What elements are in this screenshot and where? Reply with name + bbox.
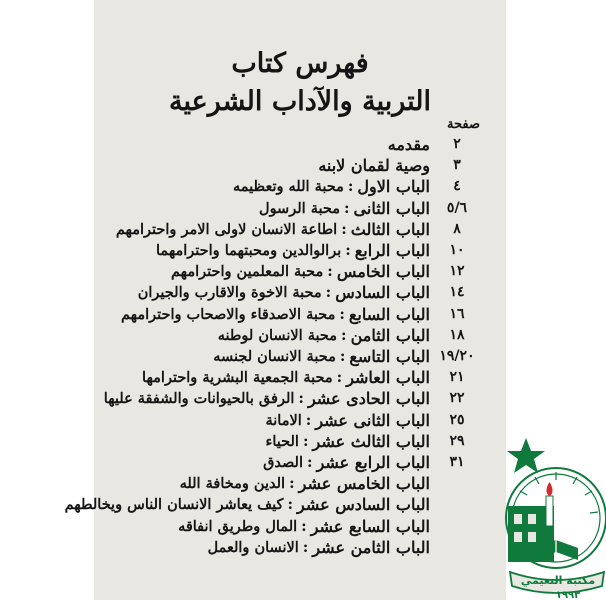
toc-topic: الرفق بالحيوانات والشفقة عليها [103, 390, 295, 408]
toc-separator: : [345, 241, 351, 259]
toc-chapter: الباب الخامس [336, 262, 430, 282]
toc-separator: : [339, 304, 345, 323]
toc-page-number: ١٦ [449, 305, 465, 322]
toc-topic: محبة الله وتعظيمه [233, 178, 344, 196]
toc-topic: محبة الرسول [259, 199, 340, 217]
toc-page-number: ١٢ [449, 263, 465, 280]
toc-topic: المال وطريق انفاقه [178, 517, 298, 535]
toc-row [94, 325, 506, 346]
toc-separator: : [327, 262, 333, 281]
toc-row [94, 198, 506, 219]
toc-topic: محبة المعلمين واحترامهم [171, 263, 324, 281]
toc-page-number: ٢١ [449, 369, 465, 386]
toc-topic: كيف يعاشر الانسان الناس ويخالطهم [64, 496, 284, 514]
book-title: التربية والآداب الشرعية [168, 86, 432, 117]
toc-separator: : [287, 495, 293, 514]
toc-row [94, 282, 506, 303]
toc-row [94, 261, 506, 282]
toc-page-number: ٥/٦ [446, 199, 468, 216]
toc-chapter: الباب الثامن عشر [312, 537, 430, 557]
toc-row [94, 388, 506, 409]
toc-chapter: الباب الثانى [353, 198, 430, 218]
toc-page-number: ٣ [453, 157, 461, 174]
toc-page-number: ١٩/٢٠ [439, 348, 475, 364]
toc-chapter: الباب العاشر [346, 368, 430, 388]
toc-page-number: ١٠ [449, 242, 465, 258]
toc-chapter: الباب السابع [348, 304, 430, 324]
toc-row [94, 410, 506, 431]
toc-row [94, 516, 506, 537]
toc-topic: الامانة [265, 411, 302, 429]
toc-row [64, 494, 506, 515]
book-page [64, 0, 596, 600]
toc-chapter: الباب الرابع [354, 241, 430, 260]
toc-topic: محبة الانسان لوطنه [217, 326, 338, 344]
stamp-year: ١٩٩٣ [555, 590, 581, 600]
toc-chapter: الباب الثامن [350, 325, 430, 345]
toc-page-number: ٨ [453, 220, 461, 237]
toc-separator: : [307, 453, 313, 471]
toc-separator: : [343, 198, 350, 217]
toc-separator: : [289, 474, 295, 493]
toc-topic: الصدق [263, 454, 304, 471]
toc-separator: : [305, 410, 312, 429]
toc-row [94, 537, 506, 558]
toc-topic: محبة الاصدقاء والاصحاب واحترامهم [121, 305, 336, 323]
toc-page-number: ٢٢ [449, 390, 465, 407]
toc-row [94, 155, 506, 176]
toc-separator: : [302, 431, 309, 450]
toc-separator: : [302, 537, 309, 556]
page-column-header: صفحة [447, 117, 480, 132]
star-icon [507, 438, 545, 473]
toc-chapter: الباب السادس عشر [297, 495, 430, 515]
toc-chapter: وصية لقمان لابنه [318, 156, 430, 176]
toc-chapter: الباب الحادى عشر [307, 389, 430, 409]
toc-chapter: الباب السابع عشر [310, 516, 430, 536]
toc-topic: الدين ومخافة الله [179, 475, 286, 493]
toc-topic: محبة الجمعية البشرية واحترامها [142, 369, 333, 387]
toc-row [94, 431, 506, 452]
toc-chapter: الباب الاول [357, 177, 430, 197]
toc-page-number: ٤ [453, 178, 461, 195]
toc-chapter: الباب التاسع [349, 347, 430, 366]
toc-separator: : [341, 219, 347, 238]
toc-separator: : [339, 347, 346, 365]
stamp-library-name: مكتبة النعيمي [520, 574, 596, 587]
toc-row [94, 304, 506, 325]
toc-separator: : [347, 177, 354, 196]
toc-topic: الانسان والعمل [207, 538, 299, 556]
toc-page-number: ١٤ [449, 284, 465, 301]
toc-page-number: ٢ [453, 136, 461, 152]
toc-row [94, 452, 506, 473]
toc-chapter: مقدمه [387, 135, 430, 154]
toc-topic: اطاعة الانسان لاولى الامر واحترامهم [115, 220, 338, 238]
toc-page-number: ١٨ [449, 326, 465, 343]
toc-page-number: ٣١ [449, 454, 465, 470]
toc-topic: برالوالدين ومحبتهما واحترامهما [156, 242, 342, 259]
toc-topic: محبة الاخوة والاقارب والجيران [137, 284, 322, 302]
toc-row [94, 176, 506, 197]
toc-separator: : [325, 283, 332, 302]
toc-chapter: الباب الرابع عشر [316, 453, 430, 472]
toc-topic: محبة الانسان لجنسه [213, 348, 336, 365]
toc-chapter: الباب الثانى عشر [315, 410, 430, 430]
toc-row [94, 240, 506, 261]
toc-chapter: الباب السادس [335, 283, 430, 303]
toc-page-number: ٢٥ [449, 411, 465, 428]
toc-chapter: الباب الثالث عشر [312, 431, 430, 451]
toc-chapter: الباب الخامس عشر [298, 474, 430, 494]
toc-chapter: الباب الثالث [350, 219, 430, 239]
toc-row [94, 346, 506, 367]
toc-page-number: ٢٩ [449, 432, 465, 449]
toc-separator: : [298, 389, 304, 408]
toc-topic: الحياء [265, 432, 299, 450]
toc-separator: : [301, 516, 307, 535]
toc-separator: : [336, 368, 343, 387]
library-stamp [486, 436, 606, 600]
toc-separator: : [341, 325, 347, 344]
toc-row [94, 134, 506, 155]
candle-icon [546, 482, 553, 526]
index-title: فهرس كتاب [231, 48, 369, 79]
toc-row [94, 473, 506, 494]
toc-row [94, 367, 506, 388]
toc-row [94, 219, 506, 240]
